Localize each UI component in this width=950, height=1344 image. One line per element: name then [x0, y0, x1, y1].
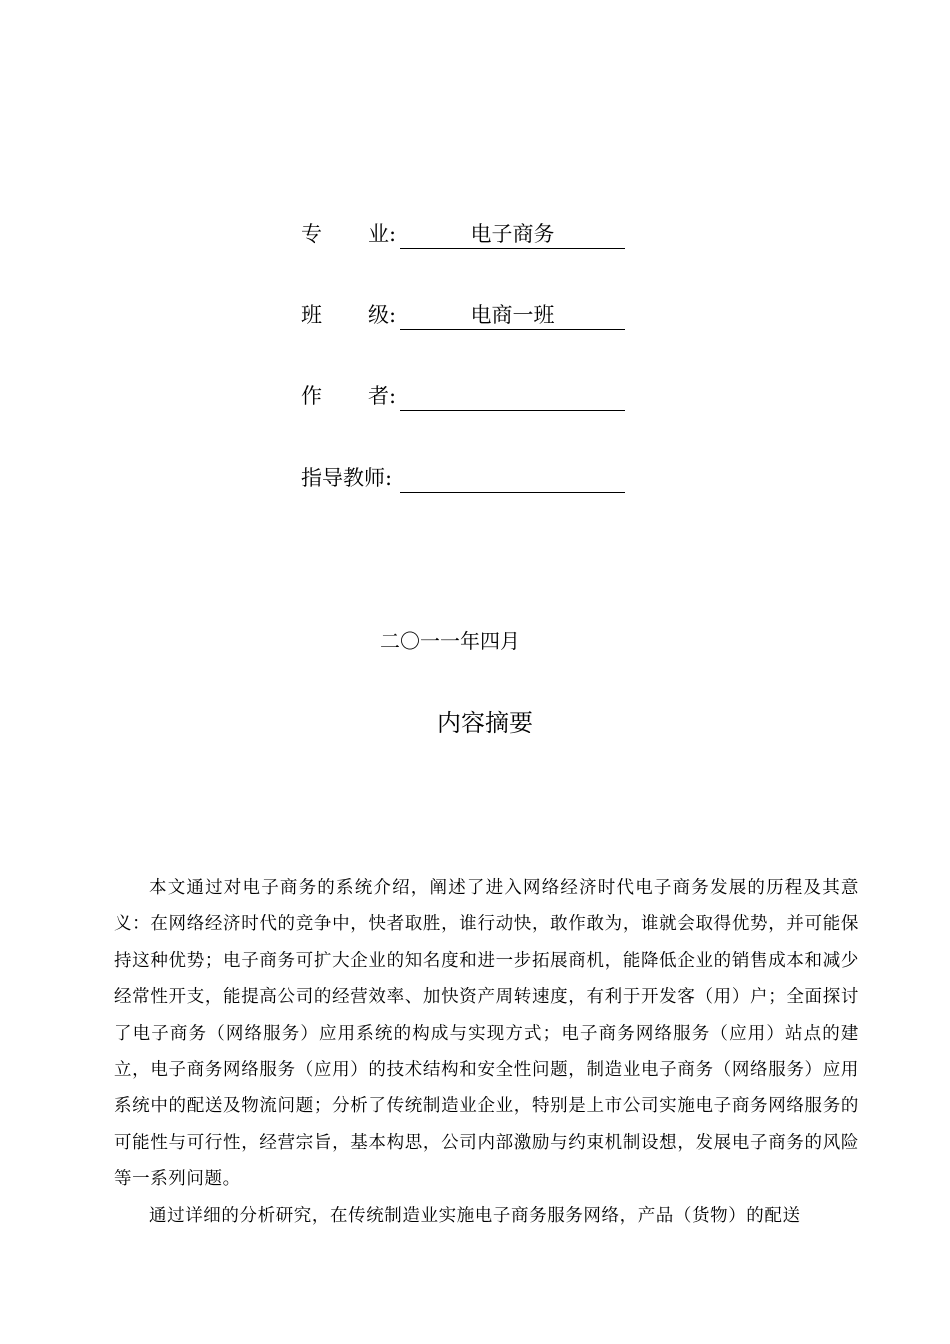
abstract-paragraph-1: 本文通过对电子商务的系统介绍，阐述了进入网络经济时代电子商务发展的历程及其意义：在网络经济时代的竞争中，快者取胜，谁行动快，敢作敢为，谁就会取得优势，并可能保持这种优势；电子商务可扩大企业的知名度和进一步拓展商机，能降低企业的销售成本和减少经常性开支，能提高公司的经营效率、加快资产周转速度，有利于开发客（用）户；全面探讨了电子商务（网络服务）应用系统的构成与实现方式；电子商务网络服务（应用）站点的建立，电子商务网络服务（应用）的技术结构和安全性问题，制造业电子商务（网络服务）应用系统中的配送及物流问题；分析了传统制造业企业，特别是上市公司实施电子商务网络服务的可能性与可行性，经营宗旨，基本构思，公司内部激励与约束机制设想，发展电子商务的风险等一系列问题。 — [114, 878, 859, 1190]
author-value — [400, 381, 625, 411]
advisor-value — [400, 463, 625, 493]
major-label — [301, 219, 401, 249]
major-value: 电子商务 — [400, 219, 625, 249]
abstract-body — [114, 870, 859, 1234]
cover-date: 二〇一一年四月 — [380, 629, 520, 653]
major-label-char-1: 专 — [301, 222, 322, 246]
author-label-char-2: 者: — [368, 384, 397, 408]
class-label-char-2: 级: — [368, 303, 397, 327]
abstract-title: 内容摘要 — [437, 709, 533, 737]
author-label-char-1: 作 — [301, 384, 322, 408]
class-label-char-1: 班 — [301, 303, 322, 327]
class-label — [301, 300, 401, 330]
author-label — [301, 381, 401, 411]
class-value: 电商一班 — [400, 300, 625, 330]
abstract-paragraph-2: 通过详细的分析研究，在传统制造业实施电子商务服务网络，产品（货物）的配送 — [149, 1205, 801, 1226]
advisor-label — [301, 463, 401, 493]
advisor-label-text: 指导教师: — [301, 466, 393, 490]
major-label-char-2: 业: — [368, 222, 397, 246]
